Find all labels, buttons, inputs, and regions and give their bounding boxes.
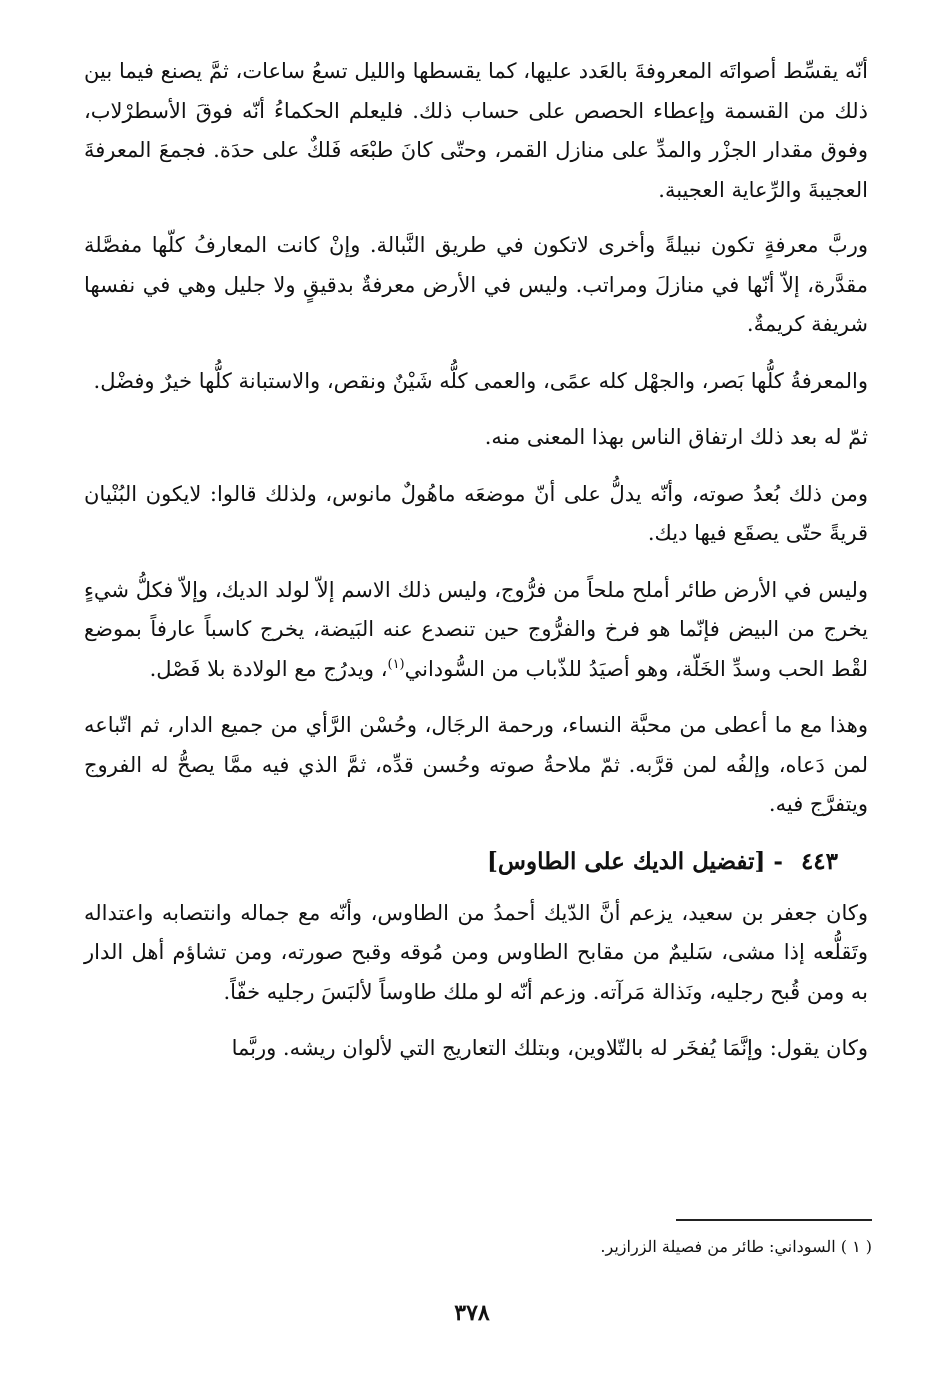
paragraph-2: وربَّ معرفةٍ تكون نبيلةً وأخرى لاتكون في طريق النَّبالة. وإنْ كانت المعارفُ كلّها مفصَّلة مقدَّرة، إلاّ أنّها في منازلَ ومراتب. وليس في الأرض معرفةٌ بدقيقٍ ولا جليل وهي في نفسها شريفة كريمةٌ. [84,233,868,336]
section-title: [تفضيل الديك على الطاوس] [487,847,766,875]
paragraph-8: وكان جعفر بن سعيد، يزعم أنَّ الدّيك أحمدُ من الطاوس، وأنّه مع جماله وانتصابه واعتداله وتَقلُّعه إذا مشى، سَليمٌ من مقابح الطاوس ومن مُوقه وقبح صورته، ومن تشاؤم أهل الدار به ومن قُبح رجليه، ونَذالة مَرآته. وزعم أنّه لو ملك طاوساً لألبَسَ رجليه خفّاً. [84,900,868,1004]
section-heading [84,842,838,882]
paragraph-6 [84,571,868,690]
footnote-divider [676,1219,872,1221]
paragraph-5: ومن ذلك بُعدُ صوته، وأنّه يدلُّ على أنّ موضعَه ماهُولٌ مانوس، ولذلك قالوا: لايكون البُنْيان قريةً حتّى يصقَع فيها ديك. [84,481,868,545]
paragraph-6-ending: ، ويدرُج مع الولادة بلا فَصْل. [149,656,388,681]
paragraph-4: ثمّ له بعد ذلك ارتفاق الناس بهذا المعنى منه. [484,425,868,449]
section-dash: - [773,847,783,875]
paragraph-7: وهذا مع ما أعطى من محبَّة النساء، ورحمة الرجَال، وحُسْن الرَّأي من جميع الدار، ثم اتّباعه لمن دَعاه، وإلفُه لمن قرَّبه. ثمّ ملاحةُ صوته وحُسن قدِّه، ثمَّ الذي فيه ممَّا يصحُّ له الفروج ويتفرَّج فيه. [84,713,868,816]
footnote-reference[interactable]: (١) [387,656,405,672]
paragraph-9: وكان يقول: وإنَّمَا يُفخَر له بالتّلاوين، وبتلك التعاريج التي لألوان ريشه. وربَّما [231,1036,868,1060]
paragraph-6-text: وليس في الأرض طائر أملح ملحاً من فرُّوج، وليس ذلك الاسم إلاّ لولد الديك، وإلاّ فكلُّ شيءٍ يخرج من البيض فإنّما هو فرخ والفرُّوج حين تنصدع عنه البَيضة، يخرج كاسباً عارفاً بموضع لقْط الحب وسدِّ الخَلّة، وهو أصيَدُ للذّباب من السُّوداني [84,577,868,681]
paragraph-1: أنّه يقسِّط أصواتَه المعروفةَ بالعَدد عليها، كما يقسطها والليل تسعُ ساعات، ثمَّ يصنع فيما بين ذلك من القسمة وإعطاء الحصص على حساب ذلك. فليعلم الحكماءُ أنّه فوقَ الأسطرْلاب، وفوق مقدار الجزْر والمدِّ على منازل القمر، وحتّى كانَ طبْعَه فَلكٌ على حدَة. فجمعَ المعرفةَ العجيبةَ والرِّعاية العجيبة. [84,59,868,202]
footnote: ( ١ ) السوداني: طائر من فصيلة الزرازير. [600,1237,872,1256]
paragraph-3: والمعرفةُ كلُّها بَصر، والجهْل كله عمًى، والعمى كلُّه شَيْنٌ ونقص، والاستبانة كلُّها خيرٌ وفضْل. [93,368,868,393]
section-number: ٤٤٣ [800,847,838,875]
page-number: ٣٧٨ [454,1300,490,1326]
